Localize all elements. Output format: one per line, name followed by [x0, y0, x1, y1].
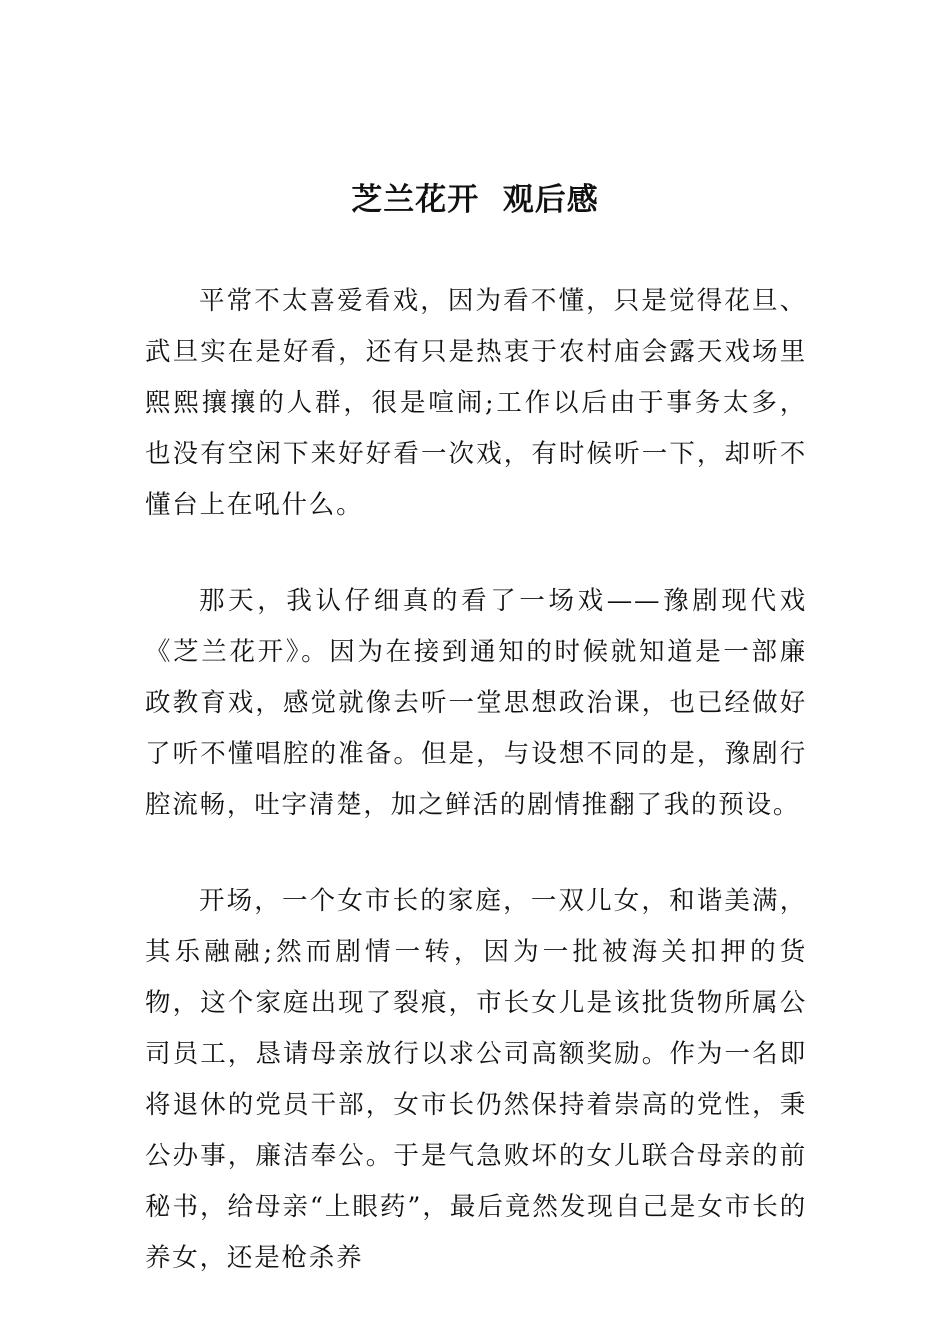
- paragraph-3: 开场，一个女市长的家庭，一双儿女，和谐美满，其乐融融;然而剧情一转，因为一批被海关扣押的货物，这个家庭出现了裂痕，市长女儿是该批货物所属公司员工，恳请母亲放行以求公司高额奖励。作为一名即将退休的党员干部，女市长仍然保持着崇高的党性，秉公办事，廉洁奉公。于是气急败坏的女儿联合母亲的前秘书，给母亲“上眼药”，最后竟然发现自己是女市长的养女，还是枪杀养: [145, 886, 807, 1273]
- document-title: 芝兰花开 观后感: [351, 182, 599, 218]
- paragraph-1: 平常不太喜爱看戏，因为看不懂，只是觉得花旦、武旦实在是好看，还有只是热衷于农村庙会露天戏场里熙熙攘攘的人群，很是喧闹;工作以后由于事务太多，也没有空闲下来好好看一次戏，有时候听一下，却听不懂台上在吼什么。: [145, 286, 807, 520]
- paragraph-2: 那天，我认仔细真的看了一场戏——豫剧现代戏《芝兰花开》。因为在接到通知的时候就知道是一部廉政教育戏，感觉就像去听一堂思想政治课，也已经做好了听不懂唱腔的准备。但是，与设想不同的是，豫剧行腔流畅，吐字清楚，加之鲜活的剧情推翻了我的预设。: [145, 586, 807, 820]
